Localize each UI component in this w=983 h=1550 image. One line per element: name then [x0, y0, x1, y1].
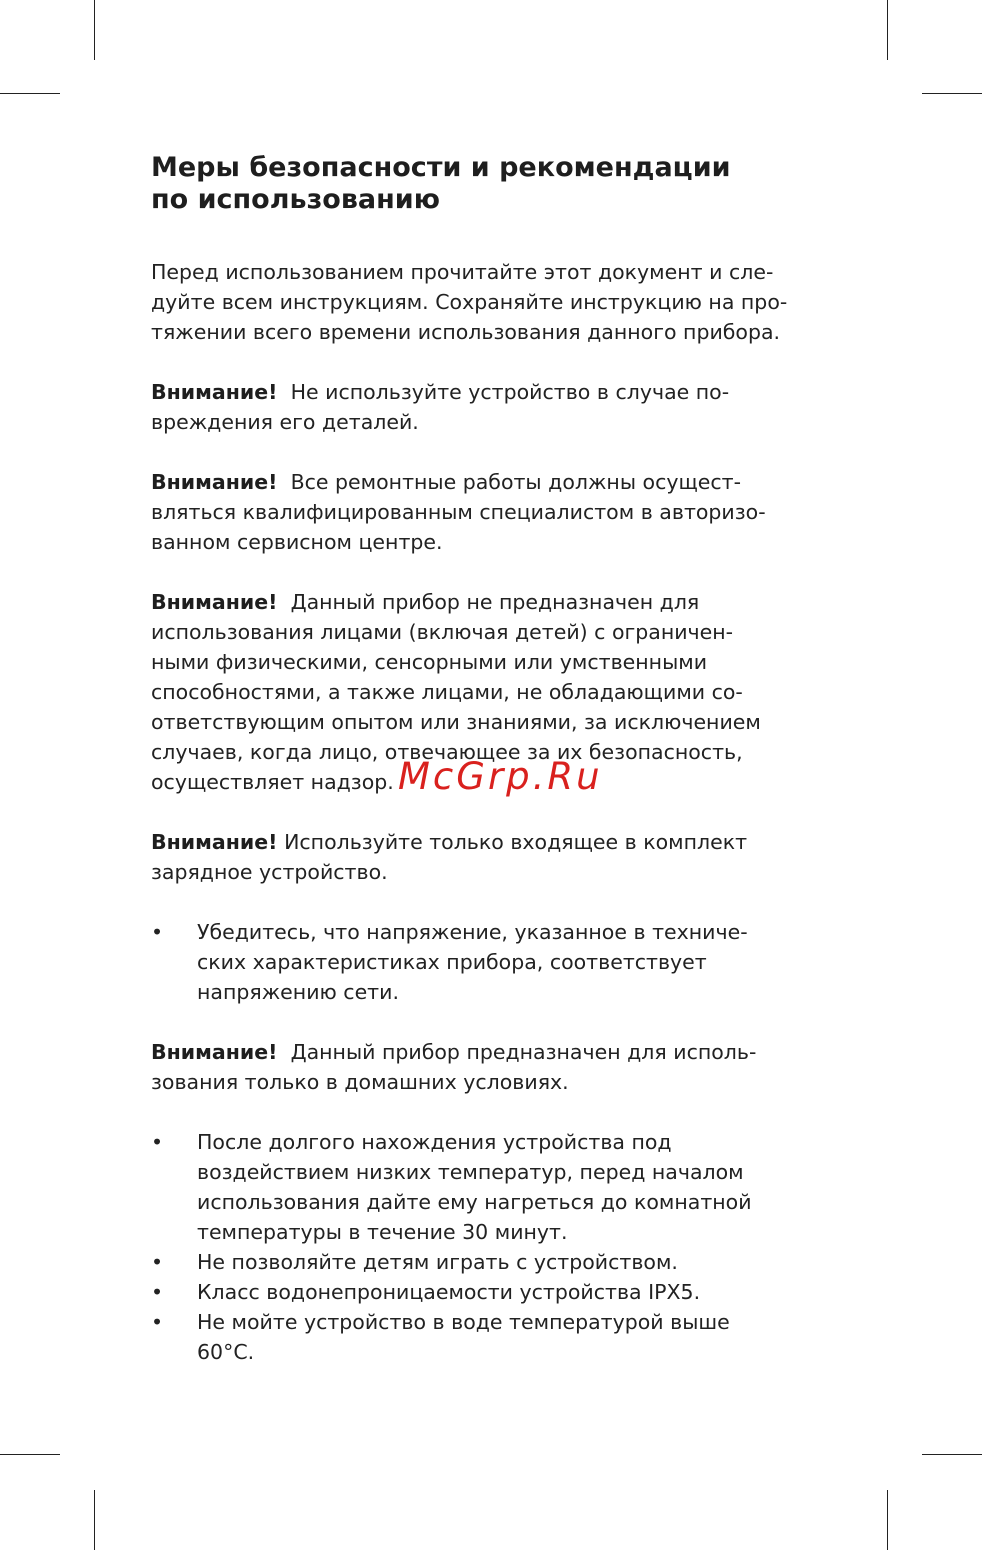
bullet-list-2	[151, 1127, 851, 1367]
list-item	[151, 917, 851, 1007]
bullet-icon: •	[151, 1310, 164, 1334]
crop-mark-bottom-right-horizontal	[922, 1454, 982, 1455]
warning-paragraph-5	[151, 1037, 851, 1097]
list-item-text: После долгого нахождения устройства под воздействием низких температур, перед началом использования дайте ему нагреться до комнатной температуры в течение 30 минут.	[197, 1130, 752, 1244]
warning-label: Внимание!	[151, 1040, 278, 1064]
watermark: McGrp.Ru	[398, 755, 603, 798]
warning-text: Используйте только входящее в комплект зарядное устройство.	[151, 830, 748, 884]
bullet-list-1	[151, 917, 851, 1007]
crop-mark-bottom-right-vertical	[887, 1490, 888, 1550]
bullet-icon: •	[151, 1250, 164, 1274]
intro-paragraph: Перед использованием прочитайте этот документ и сле- дуйте всем инструкциям. Сохраняйте инструкцию на про- тяжении всего времени использования данного прибора.	[151, 260, 788, 344]
warning-text: Данный прибор предназначен для исполь- зования только в домашних условиях.	[151, 1040, 757, 1094]
warning-label: Внимание!	[151, 470, 278, 494]
list-item	[151, 1307, 851, 1367]
list-item-text: Класс водонепроницаемости устройства IPX5.	[197, 1280, 701, 1304]
bullet-icon: •	[151, 920, 164, 944]
list-item-text: Не позволяйте детям играть с устройством.	[197, 1250, 678, 1274]
crop-mark-bottom-left-horizontal	[0, 1454, 60, 1455]
list-item	[151, 1127, 851, 1247]
warning-paragraph-1	[151, 377, 851, 437]
warning-label: Внимание!	[151, 830, 278, 854]
warning-paragraph-4	[151, 827, 851, 887]
bullet-icon: •	[151, 1280, 164, 1304]
list-item-text: Убедитесь, что напряжение, указанное в техниче- ских характеристиках прибора, соответствует напряжению сети.	[197, 920, 748, 1004]
crop-mark-top-left-vertical	[94, 0, 95, 60]
warning-text: Все ремонтные работы должны осущест- вляться квалифицированным специалистом в авторизо- ванном сервисном центре.	[151, 470, 766, 554]
list-item	[151, 1247, 851, 1277]
crop-mark-top-right-horizontal	[922, 93, 982, 94]
warning-text: Не используйте устройство в случае по- вреждения его деталей.	[151, 380, 730, 434]
crop-mark-top-left-horizontal	[0, 93, 60, 94]
crop-mark-top-right-vertical	[887, 0, 888, 60]
bullet-icon: •	[151, 1130, 164, 1154]
list-item	[151, 1277, 851, 1307]
list-item-text: Не мойте устройство в воде температурой выше 60°С.	[197, 1310, 730, 1364]
crop-mark-bottom-left-vertical	[94, 1490, 95, 1550]
warning-label: Внимание!	[151, 380, 278, 404]
warning-label: Внимание!	[151, 590, 278, 614]
page-title: Меры безопасности и рекомендации по использованию	[151, 152, 731, 215]
warning-paragraph-2	[151, 467, 851, 557]
warning-text: Данный прибор не предназначен для использования лицами (включая детей) с ограничен- ными физическими, сенсорными или умственными способностями, а также лицами, не обладающими со- ответствующим опытом или знаниями, за исключением случаев, когда лицо, отвечающее за их безопасность, осуществляет надзор.	[151, 590, 761, 794]
